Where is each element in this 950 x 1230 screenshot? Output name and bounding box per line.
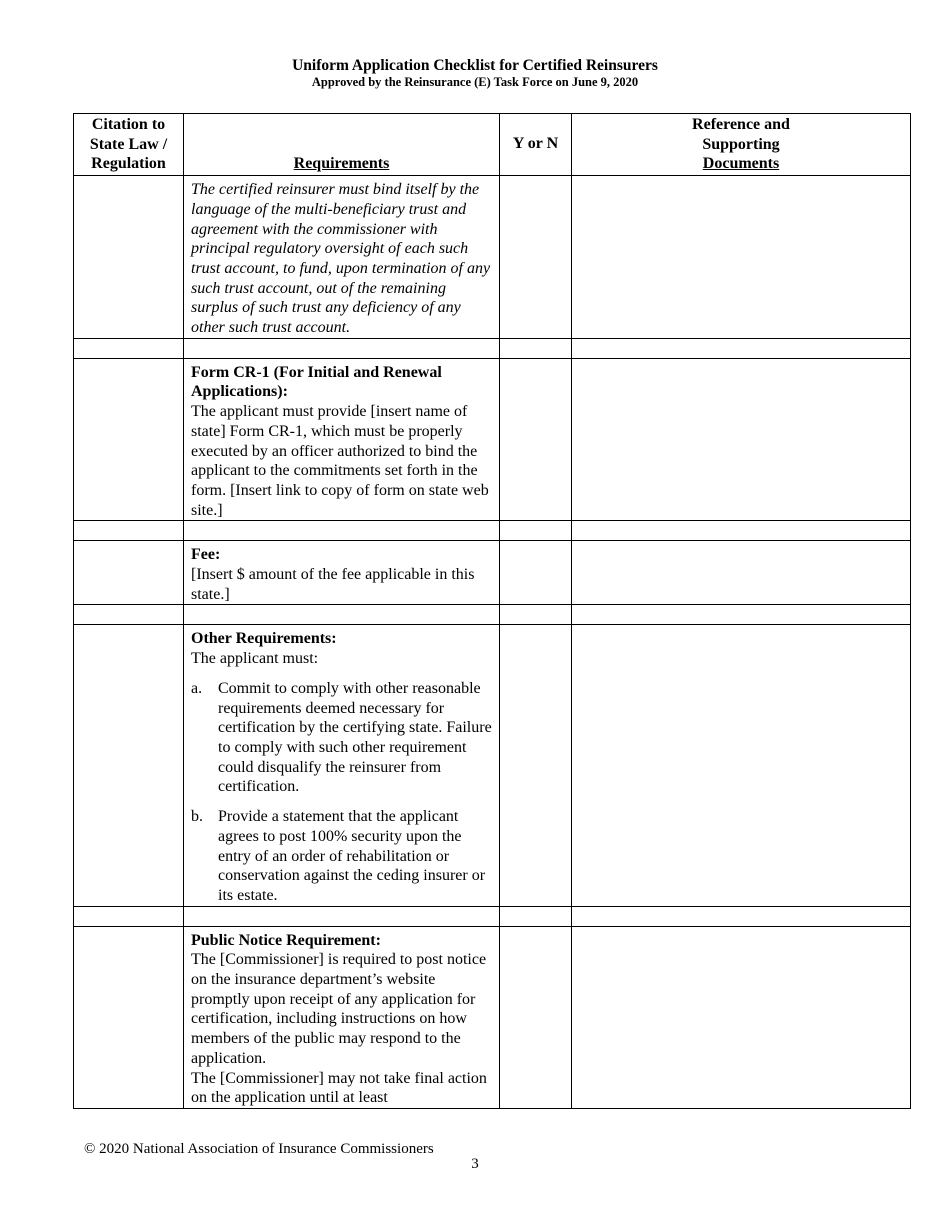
- requirement-cell: [184, 358, 500, 521]
- reference-column-header: [572, 114, 911, 176]
- fee-title: Fee:: [191, 546, 221, 564]
- requirement-cell: [184, 541, 500, 605]
- yn-cell[interactable]: [500, 176, 572, 339]
- citation-cell[interactable]: [74, 176, 184, 339]
- list-marker: a.: [191, 679, 203, 697]
- requirement-cell: [184, 926, 500, 1108]
- citation-header-line: State Law /: [89, 135, 168, 153]
- reference-cell[interactable]: [572, 625, 911, 906]
- requirement-cell: [184, 176, 500, 339]
- citation-column-header: [74, 114, 184, 176]
- list-item-text: Commit to comply with other reasonable requirements deemed necessary for certification by the certifying state. Failure to comply with such other requirement could disqualify the reinsurer from certification.: [218, 679, 492, 796]
- list-item: [191, 679, 492, 797]
- yn-cell[interactable]: [500, 541, 572, 605]
- reference-header-line: Supporting: [702, 135, 780, 153]
- spacer-row: [74, 338, 911, 358]
- table-row: [74, 358, 911, 521]
- spacer-row: [74, 521, 911, 541]
- document-subtitle: Approved by the Reinsurance (E) Task Force on June 9, 2020: [311, 75, 639, 89]
- reference-cell[interactable]: [572, 926, 911, 1108]
- page-number: 3: [471, 1156, 479, 1172]
- table-row: [74, 926, 911, 1108]
- list-marker: b.: [191, 808, 203, 826]
- reference-cell[interactable]: [572, 358, 911, 521]
- public-notice-text: The [Commissioner] may not take final action on the application until at least: [191, 1069, 487, 1107]
- list-item: [191, 807, 492, 906]
- citation-cell[interactable]: [74, 358, 184, 521]
- yn-cell[interactable]: [500, 625, 572, 906]
- citation-cell[interactable]: [74, 541, 184, 605]
- other-requirements-title: Other Requirements:: [191, 630, 337, 648]
- citation-cell[interactable]: [74, 926, 184, 1108]
- table-row: [74, 625, 911, 906]
- reference-cell[interactable]: [572, 541, 911, 605]
- list-item-text: Provide a statement that the applicant agrees to post 100% security upon the entry of an order of rehabilitation or conservation against the ceding insurer or its estate.: [218, 808, 486, 904]
- copyright-notice: © 2020 National Association of Insurance Commissioners: [84, 1141, 434, 1157]
- public-notice-title: Public Notice Requirement:: [191, 931, 381, 949]
- table-row: [74, 176, 911, 339]
- citation-cell[interactable]: [74, 625, 184, 906]
- fee-text: [Insert $ amount of the fee applicable in this state.]: [191, 566, 475, 603]
- table-header-row: [74, 114, 911, 176]
- public-notice-text: The [Commissioner] is required to post notice on the insurance department’s website promptly upon receipt of any application for certification, including instructions on how members of the public may respond to the application.: [191, 951, 487, 1067]
- reference-cell[interactable]: [572, 176, 911, 339]
- document-header: [0, 56, 950, 90]
- citation-header-line: Citation to: [91, 116, 166, 133]
- checklist-table: [73, 113, 911, 1109]
- reference-header-line: Documents: [702, 155, 780, 173]
- citation-header-line: Regulation: [91, 155, 166, 173]
- form-cr1-text: The applicant must provide [insert name of state] Form CR-1, which must be properly executed by an officer authorized to bind the applicant to the commitments set forth in the form. [Insert link to copy of form on state web site.]: [191, 403, 489, 519]
- document-title: Uniform Application Checklist for Certified Reinsurers: [292, 57, 658, 74]
- requirements-header-label: Requirements: [293, 155, 390, 173]
- table-row: [74, 541, 911, 605]
- yn-header-label: Y or N: [512, 135, 559, 153]
- spacer-row: [74, 605, 911, 625]
- requirement-cell: [184, 625, 500, 906]
- spacer-row: [74, 906, 911, 926]
- form-cr1-title: Form CR-1 (For Initial and Renewal Applications):: [191, 363, 442, 401]
- reference-header-line: Reference and: [692, 116, 790, 133]
- yn-cell[interactable]: [500, 358, 572, 521]
- yn-column-header: [500, 114, 572, 176]
- other-requirements-intro: The applicant must:: [191, 650, 319, 668]
- yn-cell[interactable]: [500, 926, 572, 1108]
- requirements-column-header: [184, 114, 500, 176]
- trust-requirement-text: The certified reinsurer must bind itself by the language of the multi-beneficiary trust and agreement with the commissioner with principal regulatory oversight of each such trust account, to fund, upon termination of any such trust account, out of the remaining surplus of such trust any deficiency of any other such trust account.: [191, 181, 491, 337]
